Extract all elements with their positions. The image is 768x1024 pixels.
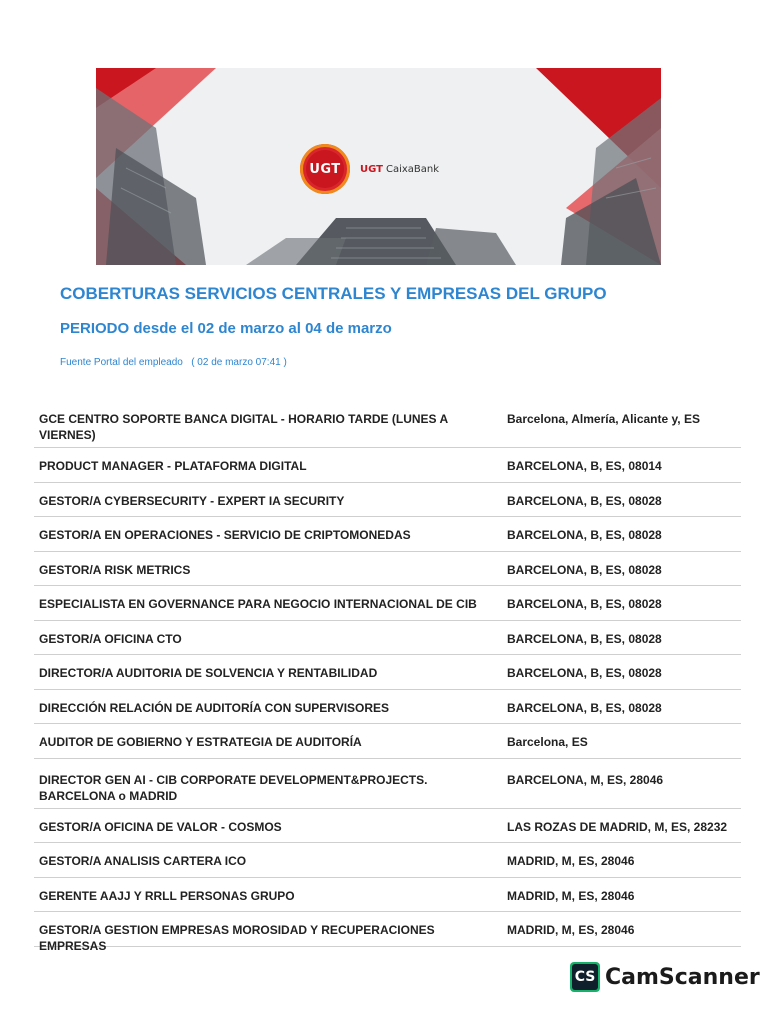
job-title: GESTOR/A ANALISIS CARTERA ICO	[39, 854, 247, 868]
job-location: BARCELONA, B, ES, 08028	[507, 493, 662, 508]
brand-org: CaixaBank	[385, 163, 440, 175]
job-location: Barcelona, ES	[507, 735, 588, 749]
ugt-caixabank-logo	[300, 143, 439, 195]
table-row	[34, 586, 741, 621]
job-location: MADRID, M, ES, 28046	[507, 888, 635, 903]
job-title: GESTOR/A RISK METRICS	[39, 562, 191, 577]
camscanner-badge-text: CS	[572, 964, 598, 990]
page-title: COBERTURAS SERVICIOS CENTRALES Y EMPRESAS DEL GRUPO	[60, 284, 607, 303]
camscanner-watermark	[570, 962, 760, 992]
job-title: DIRECTOR/A AUDITORIA DE SOLVENCIA Y RENTABILIDAD	[39, 666, 378, 680]
job-title: AUDITOR DE GOBIERNO Y ESTRATEGIA DE AUDITORÍA	[39, 735, 362, 749]
job-location: BARCELONA, B, ES, 08014	[507, 459, 662, 473]
table-row	[34, 843, 741, 878]
job-location: BARCELONA, M, ES, 28046	[507, 772, 664, 787]
job-title: DIRECCIÓN RELACIÓN DE AUDITORÍA CON SUPERVISORES	[39, 700, 390, 715]
job-title: PRODUCT MANAGER - PLATAFORMA DIGITAL	[39, 459, 307, 473]
table-row	[34, 809, 741, 844]
table-row	[34, 398, 741, 448]
job-title: GESTOR/A GESTION EMPRESAS MOROSIDAD Y RECUPERACIONES EMPRESAS	[39, 923, 435, 953]
source-note: Fuente Portal del empleado ( 02 de marzo 07:41 )	[60, 357, 287, 368]
table-row	[34, 517, 741, 552]
table-row	[34, 448, 741, 483]
jobs-table	[34, 398, 741, 953]
job-location: BARCELONA, B, ES, 08028	[507, 666, 662, 680]
period-subtitle: PERIODO desde el 02 de marzo al 04 de marzo	[60, 320, 392, 337]
ugt-badge-text: UGT	[309, 161, 341, 177]
job-title: GESTOR/A OFICINA DE VALOR - COSMOS	[39, 819, 282, 834]
table-row	[34, 690, 741, 725]
table-row	[34, 483, 741, 518]
table-row	[34, 655, 741, 690]
table-row	[34, 878, 741, 913]
job-location: BARCELONA, B, ES, 08028	[507, 597, 662, 611]
job-location: Barcelona, Almería, Alicante y, ES	[507, 412, 700, 426]
camscanner-text: CamScanner	[605, 964, 760, 990]
table-row	[34, 552, 741, 587]
job-title: GERENTE AAJJ Y RRLL PERSONAS GRUPO	[39, 888, 295, 903]
job-title: ESPECIALISTA EN GOVERNANCE PARA NEGOCIO INTERNACIONAL DE CIB	[39, 597, 477, 611]
brand-name: UGT	[360, 163, 383, 175]
job-location: BARCELONA, B, ES, 08028	[507, 562, 662, 577]
job-title: GESTOR/A CYBERSECURITY - EXPERT IA SECURITY	[39, 493, 345, 508]
job-location: BARCELONA, B, ES, 08028	[507, 528, 662, 542]
job-title: GCE CENTRO SOPORTE BANCA DIGITAL - HORARIO TARDE (LUNES A VIERNES)	[39, 412, 448, 442]
camscanner-icon	[570, 962, 600, 992]
ugt-emblem-icon	[300, 144, 350, 194]
table-row	[34, 724, 741, 759]
table-row	[34, 759, 741, 809]
table-row	[34, 621, 741, 656]
job-location: MADRID, M, ES, 28046	[507, 923, 635, 937]
job-title: GESTOR/A EN OPERACIONES - SERVICIO DE CRIPTOMONEDAS	[39, 528, 411, 542]
job-title: GESTOR/A OFICINA CTO	[39, 631, 182, 646]
job-location: BARCELONA, B, ES, 08028	[507, 700, 662, 715]
job-location: BARCELONA, B, ES, 08028	[507, 631, 662, 646]
table-row	[34, 912, 741, 953]
job-location: LAS ROZAS DE MADRID, M, ES, 28232	[507, 819, 728, 834]
job-location: MADRID, M, ES, 28046	[507, 854, 635, 868]
job-title: DIRECTOR GEN AI - CIB CORPORATE DEVELOPMENT&PROJECTS. BARCELONA o MADRID	[39, 772, 428, 803]
